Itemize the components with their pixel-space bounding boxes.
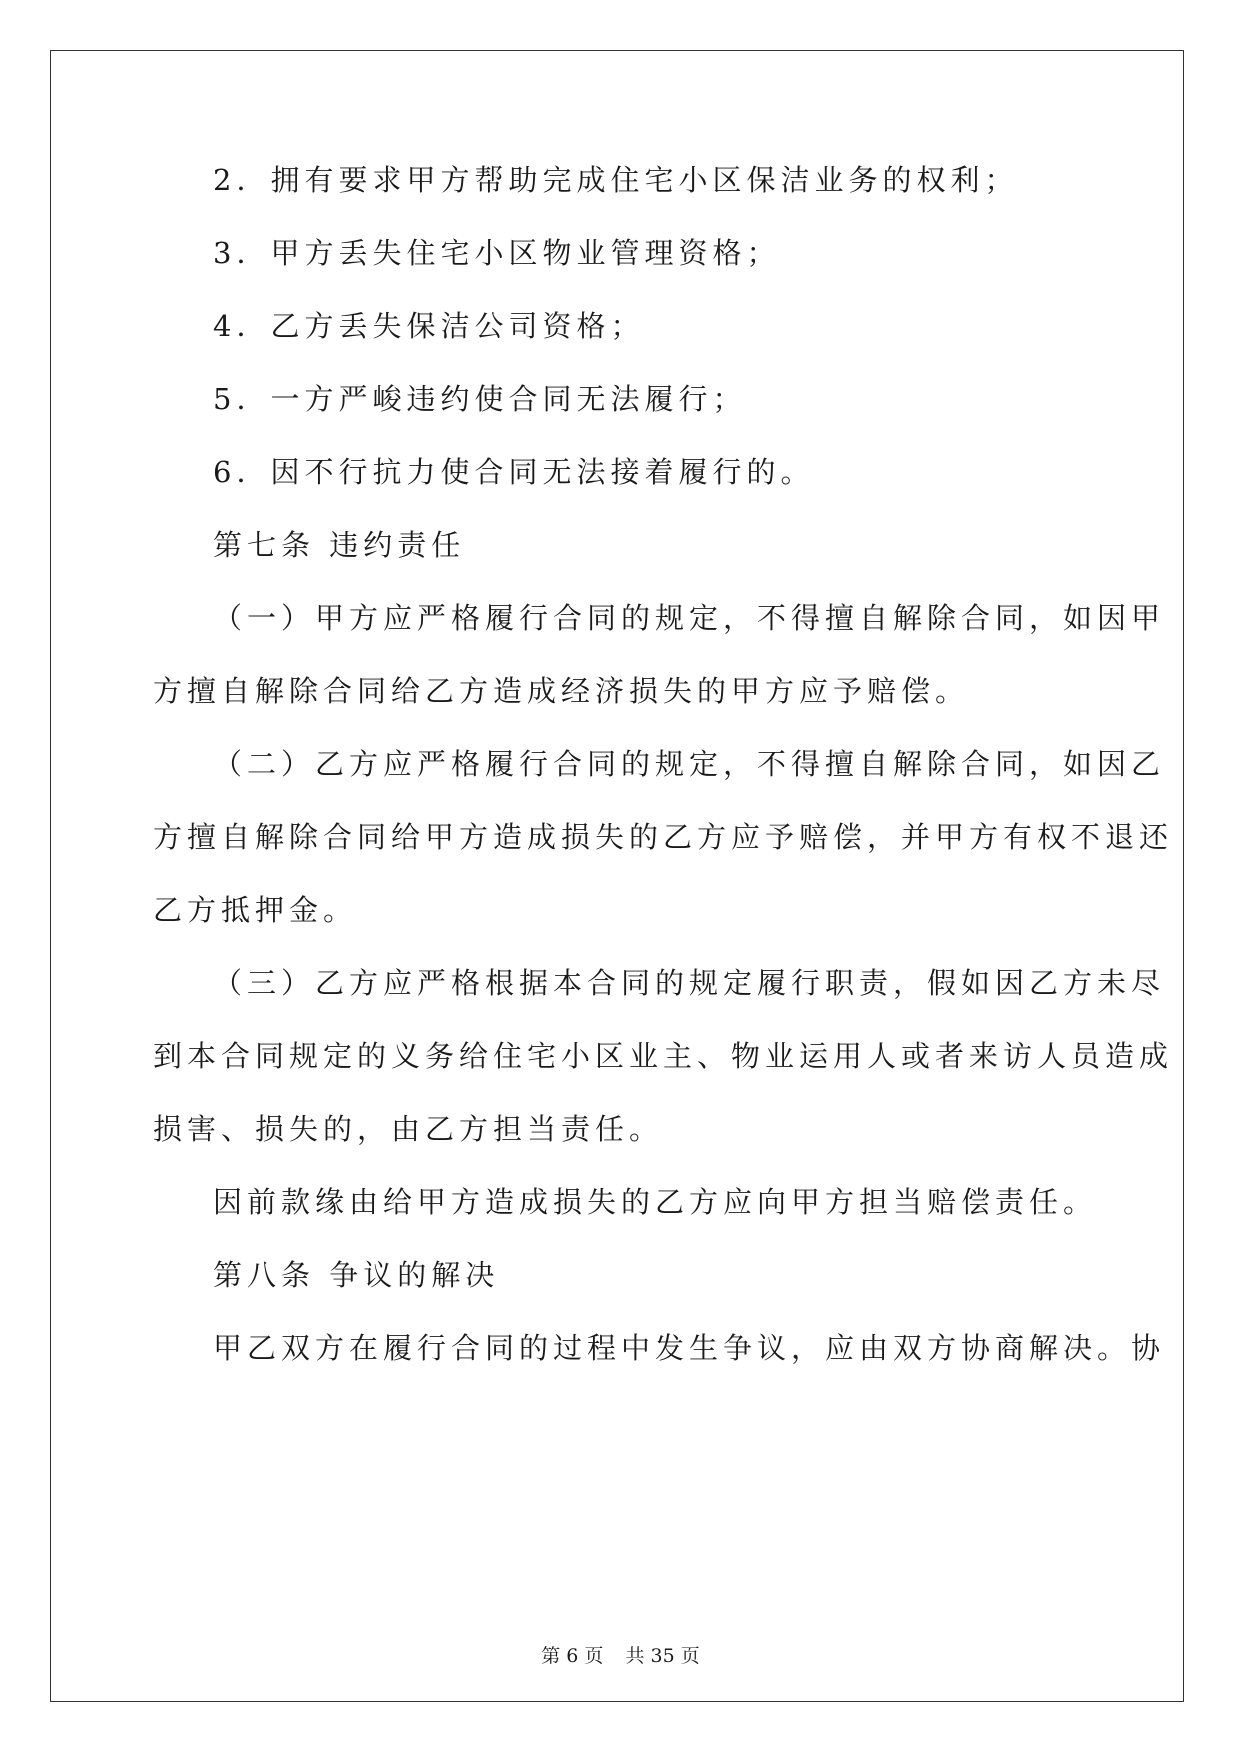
article-8-heading: 第八条 争议的解决 — [213, 1258, 500, 1292]
page-footer — [0, 1644, 1241, 1668]
page-number: 第 6 页 — [541, 1645, 604, 1667]
paragraph-line: 方擅自解除合同给甲方造成损失的乙方应予赔偿，并甲方有权不退还 — [153, 820, 1174, 854]
clause-item-2: 2．拥有要求甲方帮助完成住宅小区保洁业务的权利； — [213, 163, 1019, 197]
page-border — [50, 50, 1184, 1702]
paragraph-line: 因前款缘由给甲方造成损失的乙方应向甲方担当赔偿责任。 — [213, 1185, 1098, 1219]
paragraph-line: 甲乙双方在履行合同的过程中发生争议，应由双方协商解决。协 — [213, 1331, 1166, 1365]
clause-item-4: 4．乙方丢失保洁公司资格； — [213, 309, 645, 343]
paragraph-line: 到本合同规定的义务给住宅小区业主、物业运用人或者来访人员造成 — [153, 1039, 1174, 1073]
paragraph-line: 损害、损失的，由乙方担当责任。 — [153, 1112, 664, 1146]
page-total: 共 35 页 — [625, 1645, 700, 1667]
paragraph-line: 乙方抵押金。 — [153, 893, 358, 927]
article-7-heading: 第七条 违约责任 — [213, 528, 466, 562]
clause-item-6: 6．因不行抗力使合同无法接着履行的。 — [213, 455, 815, 489]
paragraph-line: 方擅自解除合同给乙方造成经济损失的甲方应予赔偿。 — [153, 674, 970, 708]
clause-item-3: 3．甲方丢失住宅小区物业管理资格； — [213, 236, 781, 270]
clause-item-5: 5．一方严峻违约使合同无法履行； — [213, 382, 747, 416]
paragraph-line: （二）乙方应严格履行合同的规定，不得擅自解除合同，如因乙 — [213, 747, 1166, 781]
paragraph-line: （三）乙方应严格根据本合同的规定履行职责，假如因乙方未尽 — [213, 966, 1166, 1000]
paragraph-line: （一）甲方应严格履行合同的规定，不得擅自解除合同，如因甲 — [213, 601, 1166, 635]
